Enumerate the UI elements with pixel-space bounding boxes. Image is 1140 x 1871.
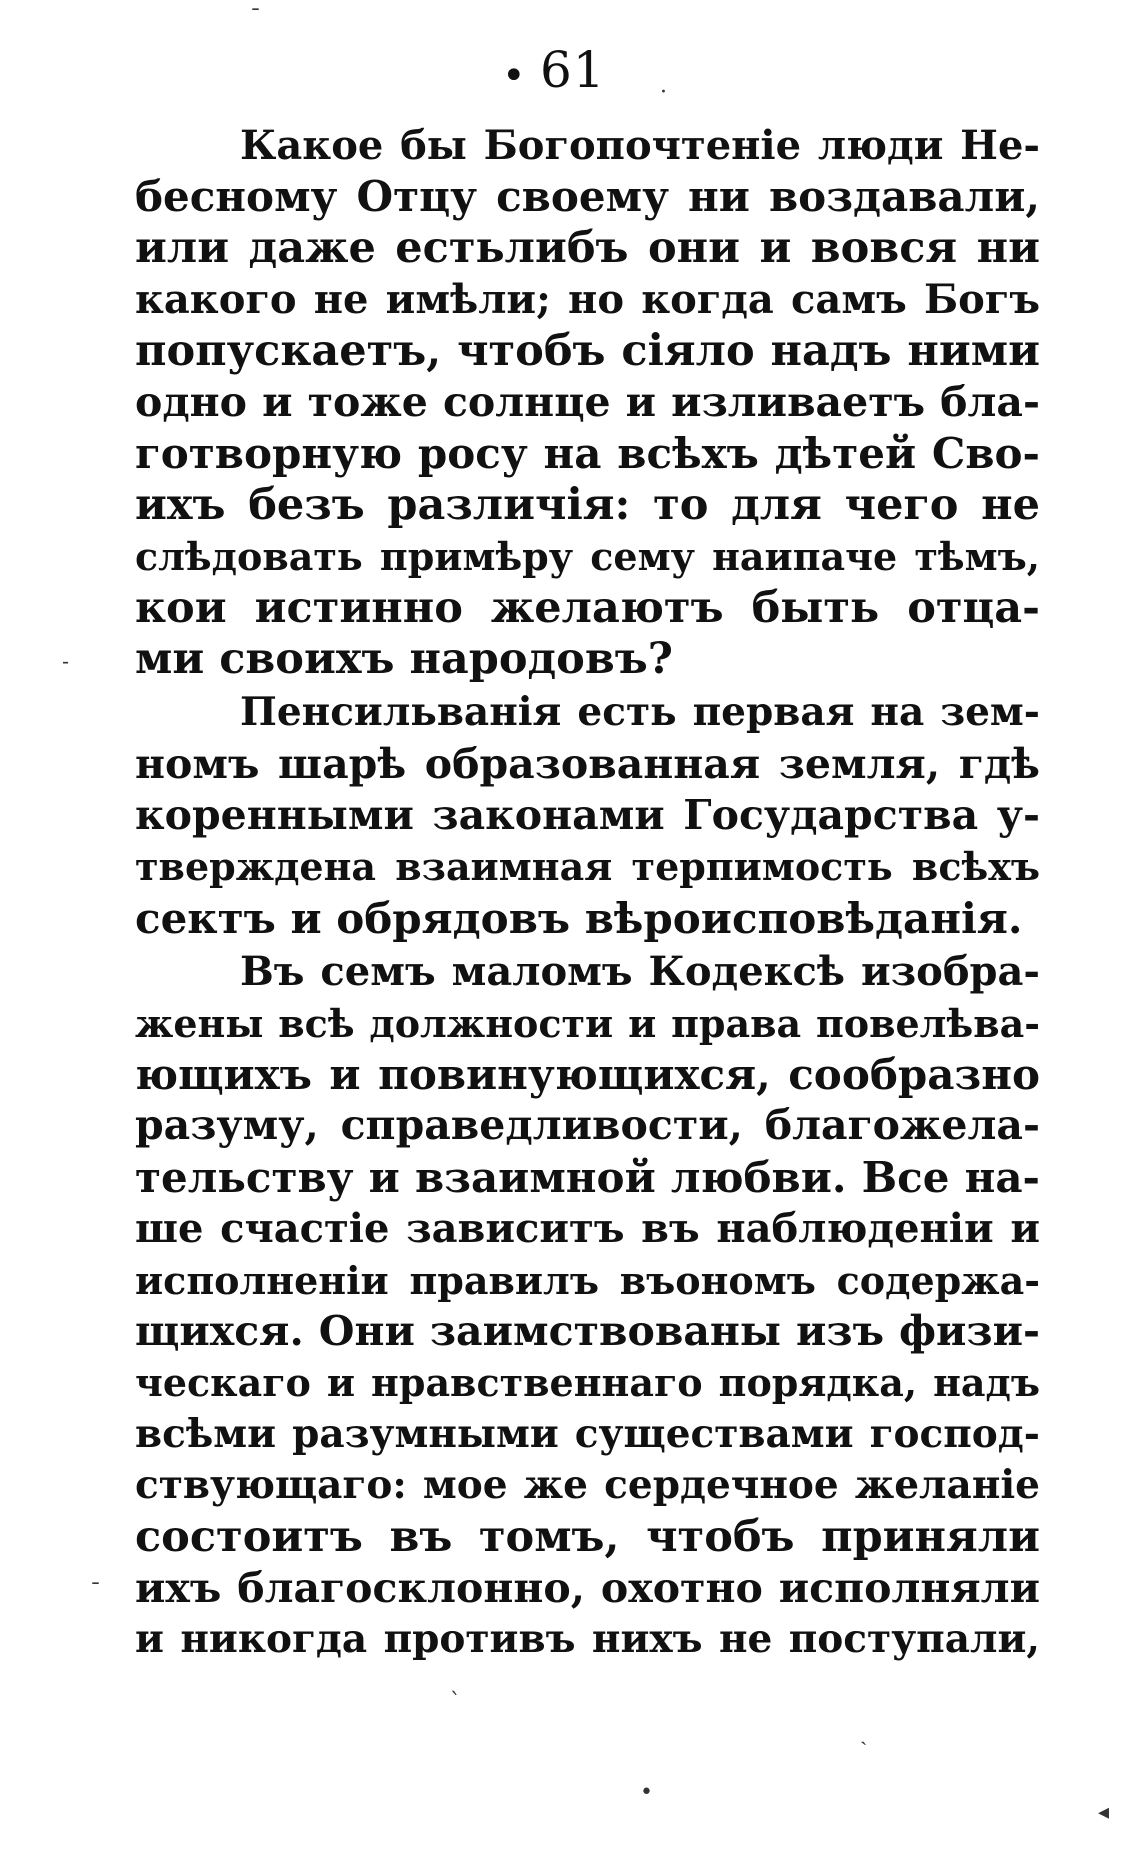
paragraph-2 [135,687,1040,944]
text-line: коренными законами Государства у- [135,791,1040,840]
text-line: тверждена взаимная терпимость всѣхъ [135,844,1040,890]
text-line: состоитъ въ томъ, чтобъ приняли [135,1511,1040,1562]
text-line: Пенсильванія есть первая на зем- [240,689,1040,736]
page-number [502,40,606,100]
text-line: готворную росу на всѣхъ дѣтей Сво- [135,429,1040,479]
text-line: слѣдовать примѣру сему наипаче тѣмъ, [135,534,1040,580]
text-line: ческаго и нравственнаго порядка, надъ [135,1360,1040,1406]
text-line: ющихъ и повинующихся, сообразно [135,1050,1040,1100]
scan-speck: ◂ [1098,1800,1110,1825]
text-line: тельству и взаимной любви. Все на- [135,1152,1040,1202]
scan-speck: · [660,80,667,105]
text-line: ше счастіе зависитъ въ наблюденіи и [135,1205,1040,1253]
scan-speck: ˉ [250,6,261,31]
text-line: жены всѣ должности и права повелѣва- [135,1000,1040,1046]
text-line: ми своихъ народовъ? [135,633,673,684]
text-line: всѣми разумными существами господ- [135,1410,1040,1457]
text-line: сектъ и обрядовъ вѣроисповѣданія. [135,893,1023,943]
text-line: одно и тоже солнце и изливаетъ бла- [135,377,1040,426]
text-line: номъ шарѣ образованная земля, гдѣ [135,739,1040,788]
text-line: ствующаго: мое же сердечное желаніе [135,1462,1040,1509]
body-text [135,120,1040,1666]
text-line: или даже естьлибъ они и вовся ни [135,222,1040,273]
paragraph-3 [135,946,1040,1665]
scan-speck: ˉ [90,1580,101,1605]
scan-speck: ˋ [450,1690,461,1715]
text-line: Въ семъ маломъ Кодексѣ изобра- [240,948,1040,996]
text-line: попускаетъ, чтобъ сіяло надъ ними [135,325,1040,376]
text-line: и никогда противъ нихъ не поступали, [135,1616,1040,1663]
page-number-text: 61 [540,41,606,99]
text-line: разуму, справедливости, благожела- [135,1101,1040,1150]
text-line: исполненіи правилъ въономъ содержа- [135,1257,1040,1303]
page-number-dot: • [502,53,527,99]
text-line: какого не имѣли; но когда самъ Богъ [135,276,1040,324]
scan-speck: • [640,1780,653,1805]
text-line: щихся. Они заимствованы изъ физи- [135,1306,1040,1355]
text-line: ихъ благосклонно, охотно исполняли [135,1563,1040,1612]
paragraph-1 [135,120,1040,685]
text-line: кои истинно желаютъ быть отца- [135,582,1040,633]
text-line: Какое бы Богопочтеніе люди Не- [240,122,1040,169]
scan-speck: ˗ [62,650,70,675]
text-line: бесному Отцу своему ни воздавали, [135,172,1040,222]
scan-speck: ˎ [860,1721,868,1746]
text-line: ихъ безъ различія: то для чего не [135,479,1040,530]
